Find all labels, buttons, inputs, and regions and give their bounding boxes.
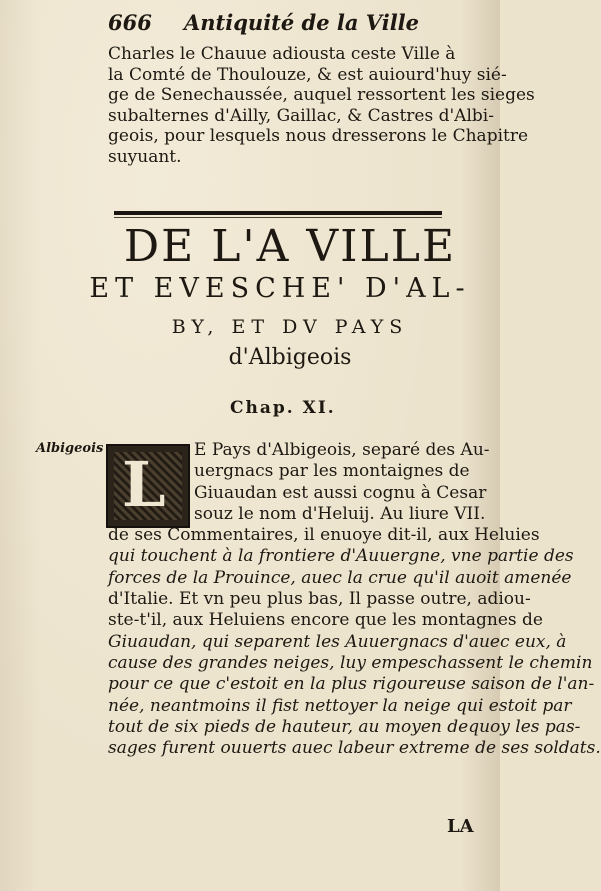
page-number: 666: [108, 10, 152, 35]
intro-line: subalternes d'Ailly, Gaillac, & Castres d'Albi-: [108, 105, 494, 126]
body-line: d'Italie. Et vn peu plus bas, Il passe outre, adiou-: [108, 589, 531, 610]
chapter-title-line: DE L'A VILLE: [123, 221, 457, 272]
running-title: Antiquité de la Ville: [184, 10, 420, 35]
intro-paragraph: [108, 44, 535, 167]
body-line: ste-t'il, aux Heluiens encore que les montagnes de: [108, 610, 543, 631]
body-line: E Pays d'Albigeois, separé des Au-: [194, 440, 490, 460]
marginal-note: Albigeois: [36, 441, 104, 456]
chapter-title-line: ET EVESCHE' D'AL-: [89, 273, 471, 304]
drop-cap-letter: L: [122, 448, 166, 521]
chapter-title: [89, 221, 480, 374]
body-line: tout de six pieds de hauteur, au moyen dequoy les pas-: [108, 716, 581, 737]
chapter-title-line: d'Albigeois: [228, 345, 352, 370]
body-line: souz le nom d'Heluij. Au liure VII.: [194, 503, 486, 524]
intro-line: suyuant.: [108, 146, 182, 167]
body-line: Giuaudan est aussi cognu à Cesar: [194, 482, 487, 503]
body-line: cause des grandes neiges, luy empeschassent le chemin: [108, 652, 593, 673]
body-line: pour ce que c'estoit en la plus rigoureuse saison de l'an-: [108, 674, 595, 695]
body-line: née, neantmoins il fist nettoyer la neige qui estoit par: [108, 695, 572, 716]
body-line: de ses Commentaires, il enuoye dit-il, aux Heluies: [108, 525, 540, 546]
body-line: sages furent ouuerts auec labeur extreme de ses soldats.: [108, 738, 601, 759]
catchword: LA: [447, 816, 474, 837]
body-line: uergnacs par les montaignes de: [194, 461, 470, 482]
intro-line: la Comté de Thoulouze, & est auiourd'huy sié-: [108, 64, 507, 85]
body-line: forces de la Prouince, auec la crue qu'il auoit amenée: [108, 567, 572, 588]
chapter-number: Chap. XI.: [230, 398, 336, 418]
ornamental-rule-thin: [114, 217, 442, 218]
intro-line: Charles le Chauue adiousta ceste Ville à: [108, 44, 456, 64]
running-head: [108, 10, 438, 35]
chapter-title-line: BY, ET DV PAYS: [171, 316, 409, 338]
intro-line: ge de Senechaussée, auquel ressortent les sieges: [108, 85, 535, 105]
ornamental-rule: [114, 211, 442, 215]
body-line: Giuaudan, qui separent les Auuergnacs d'auec eux, à: [108, 631, 567, 652]
intro-line: geois, pour lesquels nous dresserons le Chapitre: [108, 126, 529, 146]
body-line: qui touchent à la frontiere d'Auuergne, vne partie des: [108, 546, 574, 567]
body-text: [108, 440, 601, 759]
